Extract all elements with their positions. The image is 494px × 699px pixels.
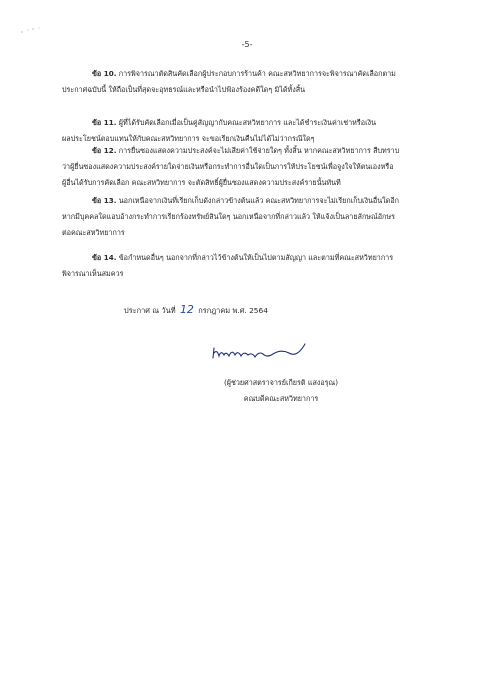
clause-10 [62,66,440,98]
clause-13-line-2: หากมีบุคคลใดแอบอ้างกระทำการเรียกร้องทรัพย์สินใดๆ นอกเหนือจากที่กล่าวแล้ว ให้แจ้งเป็นลายลักษณ์อักษร [62,212,395,221]
clause-10-line-1: ข้อ 10. การพิจารณาตัดสินคัดเลือกผู้ประกอบการร้านค้า คณะสหวิทยาการจะพิจารณาคัดเลือกตาม [92,69,396,78]
announcement-prefix: ประกาศ ณ วันที่ [124,306,176,315]
signer-block [196,375,366,407]
clause-13 [62,193,440,241]
scan-specks [20,26,50,36]
clause-12 [62,143,440,191]
clause-11-number: ข้อ 11. [92,118,117,127]
page-number: -5- [241,40,253,49]
signer-position: คณบดีคณะสหวิทยาการ [243,394,319,403]
clause-12-number: ข้อ 12. [92,146,117,155]
clause-13-number: ข้อ 13. [92,196,117,205]
clause-11-line-2: ผลประโยชน์ตอบแทนให้กับคณะสหวิทยาการ จะขอเรียกเงินคืนไม่ได้ไม่ว่ากรณีใดๆ [62,134,315,143]
clause-13-line-1: ข้อ 13. นอกเหนือจากเงินที่เรียกเก็บดังกล่าวข้างต้นแล้ว คณะสหวิทยาการจะไม่เรียกเก็บเงินอื่นใดอีก [92,196,400,205]
clause-14-line-1: ข้อ 14. ข้อกำหนดอื่นๆ นอกจากที่กล่าวไว้ข้างต้นให้เป็นไปตามสัญญา และตามที่คณะสหวิทยาการ [92,253,394,262]
clause-12-line-1: ข้อ 12. การยื่นซองแสดงความประสงค์จะไม่เสียค่าใช้จ่ายใดๆ ทั้งสิ้น หากคณะสหวิทยาการ สืบทราบ [92,146,400,155]
clause-13-line-3: ต่อคณะสหวิทยาการ [62,228,125,237]
clause-10-number: ข้อ 10. [92,69,117,78]
announcement-date [124,303,424,317]
clause-14 [62,250,440,282]
clause-11-line-1: ข้อ 11. ผู้ที่ได้รับคัดเลือกเมื่อเป็นคู่สัญญากับคณะสหวิทยาการ และได้ชำระเงินค่าเช่าหรือเงิน [92,118,376,127]
clause-14-line-2: พิจารณาเห็นสมควร [62,269,124,278]
announcement-month-year: กรกฎาคม พ.ศ. 2564 [198,306,268,315]
handwritten-signature [207,340,327,366]
handwritten-day: 12 [179,303,194,316]
clause-14-number: ข้อ 14. [92,253,117,262]
signer-name: (ผู้ช่วยศาสตราจารย์เกียรติ แสงอรุณ) [223,378,339,387]
clause-12-line-2: ว่าผู้ยื่นซองแสดงความประสงค์รายใดจ่ายเงินหรือกระทำการอื่นใดเป็นการให้ประโยชน์เพื่อจูงใจให้ตนเองหรือ [62,162,394,171]
clause-10-line-2: ประกาศฉบับนี้ ให้ถือเป็นที่สุดจะอุทธรณ์และหรือนำไปฟ้องร้องคดีใดๆ มิได้ทั้งสิ้น [62,85,306,94]
clause-12-line-3: ผู้อื่นได้รับการคัดเลือก คณะสหวิทยาการ จะตัดสิทธิ์ผู้ยื่นซองแสดงความประสงค์รายนั้นทันที [62,178,341,187]
